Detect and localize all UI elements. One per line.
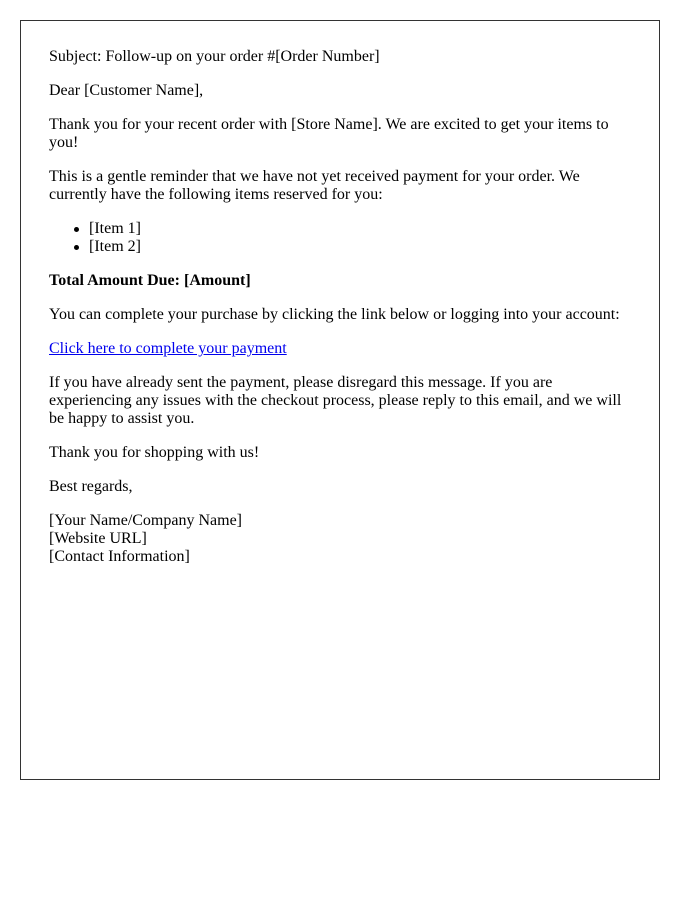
signature-contact: [Contact Information] bbox=[49, 548, 190, 565]
signature-block bbox=[49, 512, 631, 566]
email-subject: Subject: Follow-up on your order #[Order Number] bbox=[49, 48, 380, 65]
closing-line: Best regards, bbox=[49, 478, 133, 495]
payment-link-paragraph bbox=[49, 340, 631, 358]
total-amount-due: Total Amount Due: [Amount] bbox=[49, 272, 251, 289]
payment-reminder: This is a gentle reminder that we have not yet received payment for your order. We currently have the following items reserved for you: bbox=[49, 168, 580, 203]
complete-payment-link[interactable]: Click here to complete your payment bbox=[49, 340, 287, 357]
reserved-items-list bbox=[49, 220, 631, 256]
signature-name: [Your Name/Company Name] bbox=[49, 512, 243, 529]
email-letter bbox=[20, 20, 660, 780]
list-item: [Item 1] bbox=[89, 220, 631, 238]
thanks-message: Thank you for shopping with us! bbox=[49, 444, 260, 461]
payment-disclaimer: If you have already sent the payment, please disregard this message. If you are experiencing any issues with the checkout process, please reply to this email, and we will be happy to assist you. bbox=[49, 374, 622, 427]
email-intro: Thank you for your recent order with [Store Name]. We are excited to get your items to you! bbox=[49, 116, 609, 151]
payment-instructions: You can complete your purchase by clicking the link below or logging into your account: bbox=[49, 306, 620, 323]
signature-website: [Website URL] bbox=[49, 530, 147, 547]
list-item: [Item 2] bbox=[89, 238, 631, 256]
email-greeting: Dear [Customer Name], bbox=[49, 82, 204, 99]
